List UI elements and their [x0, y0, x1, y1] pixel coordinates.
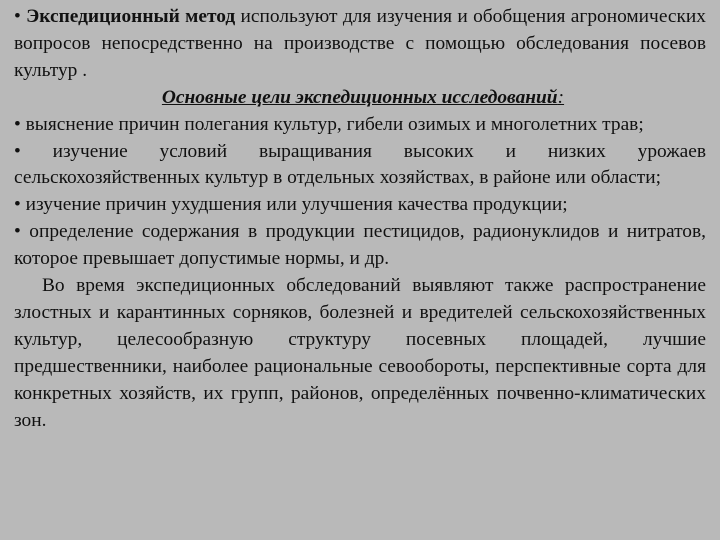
goal-item [14, 139, 706, 193]
goal-text: изучение условий выращивания высоких и низких урожаев сельскохозяйственных культур в отдельных хозяйствах, в районе или области; [14, 140, 706, 189]
goal-item [14, 112, 706, 139]
intro-text: используют для изучения и обобщения агрономических вопросов непосредственно на производстве с помощью обследования посевов культур . [14, 6, 707, 81]
intro-bullet: • [14, 6, 21, 27]
intro-paragraph [14, 4, 706, 85]
goal-text: определение содержания в продукции пестицидов, радионуклидов и нитратов, которое превышает допустимые нормы, и др. [14, 221, 706, 270]
goals-heading-title: Основные цели экспедиционных исследований [161, 86, 558, 108]
goals-heading [14, 85, 706, 112]
goals-heading-colon: : [557, 86, 565, 108]
goal-item [14, 219, 706, 273]
goal-bullet: • [14, 113, 21, 135]
method-term: Экспедиционный метод [26, 6, 236, 27]
goal-text: изучение причин ухудшения или улучшения качества продукции; [25, 194, 568, 216]
slide-text-body [14, 4, 706, 435]
goal-text: выяснение причин полегания культур, гибели озимых и многолетних трав; [25, 113, 644, 135]
conclusion-paragraph: Во время экспедиционных обследований выявляют также распространение злостных и карантинных сорняков, болезней и вредителей сельскохозяйственных культур, целесообразную структуру посевных площадей, лучшие предшественники, наиболее рациональные севообороты, перспективные сорта для конкретных хозяйств, их групп, районов, определённых почвенно-климатических зон. [14, 275, 706, 431]
goal-bullet: • [14, 140, 21, 162]
goal-bullet: • [14, 194, 21, 216]
goal-item [14, 192, 706, 219]
goal-bullet: • [14, 221, 21, 243]
